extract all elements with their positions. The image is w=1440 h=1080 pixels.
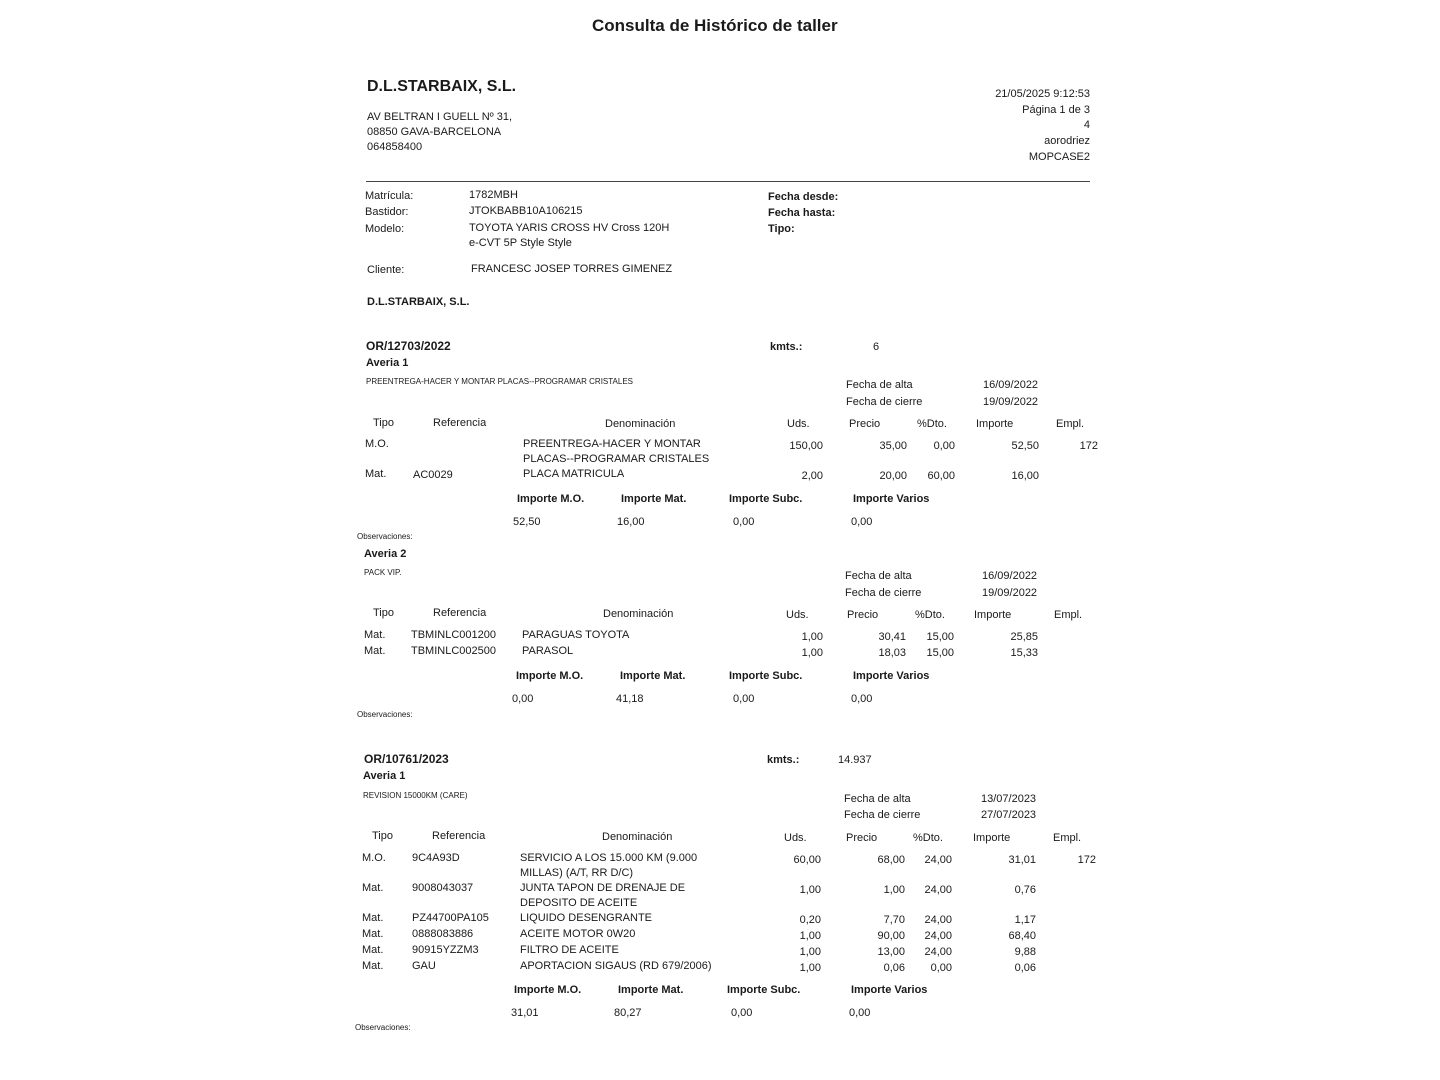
total-varios-value: 0,00 [851, 516, 873, 528]
line-precio: 35,00 [879, 440, 907, 452]
col-tipo: Tipo [372, 830, 393, 842]
observaciones-label: Observaciones: [357, 532, 413, 541]
line-precio: 7,70 [883, 914, 905, 926]
total-mo-value: 52,50 [513, 516, 541, 528]
total-subc-value: 0,00 [731, 1007, 753, 1019]
total-subc-label: Importe Subc. [729, 493, 803, 505]
fecha-cierre-label: Fecha de cierre [846, 396, 923, 408]
total-mat-value: 80,27 [614, 1007, 642, 1019]
line-uds: 1,00 [799, 962, 821, 974]
fecha-alta-label: Fecha de alta [846, 379, 913, 391]
line-empl: 172 [1077, 854, 1096, 866]
total-mo-label: Importe M.O. [514, 984, 582, 996]
kms-label: kmts.: [767, 754, 800, 766]
line-denominacion: LIQUIDO DESENGRANTE [520, 912, 653, 924]
total-subc-label: Importe Subc. [727, 984, 801, 996]
line-importe: 1,17 [1014, 914, 1036, 926]
fecha-alta-value: 16/09/2022 [983, 379, 1039, 391]
total-varios-value: 0,00 [851, 693, 873, 705]
total-mat-label: Importe Mat. [620, 670, 686, 682]
company-address-line2: 08850 GAVA-BARCELONA [367, 126, 502, 138]
line-precio: 1,00 [883, 884, 905, 896]
company-phone: 064858400 [367, 141, 423, 153]
line-denominacion: ACEITE MOTOR 0W20 [520, 928, 636, 940]
line-denominacion: JUNTA TAPON DE DRENAJE DE [520, 882, 686, 894]
kms-label: kmts.: [770, 341, 803, 353]
line-precio: 13,00 [877, 946, 905, 958]
total-mo-value: 31,01 [511, 1007, 539, 1019]
col-empl: Empl. [1054, 609, 1083, 621]
fecha-cierre-label: Fecha de cierre [844, 809, 921, 821]
line-denominacion-cont: MILLAS) (A/T, RR D/C) [520, 867, 634, 879]
col-uds: Uds. [786, 609, 809, 621]
line-tipo: Mat. [364, 629, 386, 641]
tipo-filter-label: Tipo: [768, 223, 795, 235]
total-varios-label: Importe Varios [853, 493, 930, 505]
averia-description: PREENTREGA-HACER Y MONTAR PLACAS--PROGRAMAR CRISTALES [366, 377, 634, 386]
line-importe: 15,33 [1010, 647, 1038, 659]
line-importe: 16,00 [1011, 470, 1039, 482]
col-precio: Precio [849, 418, 881, 430]
averia-title: Averia 2 [364, 548, 407, 560]
line-denominacion: PLACA MATRICULA [523, 468, 625, 480]
fecha-cierre-value: 27/07/2023 [981, 809, 1037, 821]
col-importe: Importe [973, 832, 1011, 844]
fecha-alta-label: Fecha de alta [844, 793, 911, 805]
header-user: aorodriez [1044, 135, 1090, 147]
line-importe: 31,01 [1008, 854, 1036, 866]
col-importe: Importe [976, 418, 1014, 430]
line-dto: 0,00 [930, 962, 952, 974]
cliente-label: Cliente: [367, 264, 405, 276]
line-uds: 2,00 [801, 470, 823, 482]
company-address-line1: AV BELTRAN I GUELL Nº 31, [367, 111, 513, 123]
line-dto: 24,00 [924, 914, 952, 926]
line-tipo: M.O. [362, 852, 386, 864]
line-referencia: PZ44700PA105 [412, 912, 489, 924]
fecha-cierre-value: 19/09/2022 [982, 587, 1038, 599]
total-mat-value: 41,18 [616, 693, 644, 705]
line-referencia: 9008043037 [412, 882, 474, 894]
or-number: OR/12703/2022 [366, 339, 451, 353]
line-uds: 150,00 [789, 440, 823, 452]
line-denominacion: PARASOL [522, 645, 574, 657]
kms-value: 6 [873, 341, 880, 353]
fecha-hasta-label: Fecha hasta: [768, 207, 836, 219]
fecha-alta-value: 16/09/2022 [982, 570, 1038, 582]
line-dto: 60,00 [927, 470, 955, 482]
print-datetime: 21/05/2025 9:12:53 [995, 88, 1090, 100]
matricula-value: 1782MBH [469, 189, 518, 201]
line-uds: 1,00 [799, 930, 821, 942]
total-varios-value: 0,00 [849, 1007, 871, 1019]
fecha-desde-label: Fecha desde: [768, 191, 839, 203]
line-referencia: GAU [412, 960, 436, 972]
line-importe: 0,06 [1014, 962, 1036, 974]
col-referencia: Referencia [432, 830, 486, 842]
col-dto: %Dto. [917, 418, 947, 430]
line-uds: 1,00 [801, 647, 823, 659]
col-denominacion: Denominación [605, 418, 676, 430]
col-empl: Empl. [1056, 418, 1085, 430]
bastidor-value: JTOKBABB10A106215 [469, 205, 583, 217]
line-tipo: Mat. [362, 928, 384, 940]
total-varios-label: Importe Varios [853, 670, 930, 682]
averia-description: PACK VIP. [364, 568, 402, 577]
line-dto: 24,00 [924, 946, 952, 958]
col-uds: Uds. [784, 832, 807, 844]
line-dto: 15,00 [926, 631, 954, 643]
col-denominacion: Denominación [602, 831, 673, 843]
line-uds: 1,00 [799, 884, 821, 896]
col-tipo: Tipo [373, 417, 394, 429]
line-dto: 24,00 [924, 884, 952, 896]
line-referencia: 9C4A93D [412, 852, 460, 864]
line-denominacion: APORTACION SIGAUS (RD 679/2006) [520, 960, 712, 972]
col-dto: %Dto. [913, 832, 943, 844]
header-terminal: MOPCASE2 [1028, 151, 1090, 163]
line-importe: 25,85 [1010, 631, 1038, 643]
line-denominacion-cont: PLACAS--PROGRAMAR CRISTALES [523, 453, 710, 465]
line-dto: 24,00 [924, 854, 952, 866]
line-denominacion: SERVICIO A LOS 15.000 KM (9.000 [520, 852, 698, 864]
line-uds: 60,00 [793, 854, 821, 866]
total-subc-label: Importe Subc. [729, 670, 803, 682]
col-referencia: Referencia [433, 607, 487, 619]
line-denominacion: PARAGUAS TOYOTA [522, 629, 630, 641]
line-referencia: AC0029 [413, 469, 453, 481]
line-uds: 1,00 [799, 946, 821, 958]
company-name: D.L.STARBAIX, S.L. [367, 78, 517, 95]
fecha-cierre-label: Fecha de cierre [845, 587, 922, 599]
total-mo-label: Importe M.O. [516, 670, 584, 682]
line-empl: 172 [1079, 440, 1098, 452]
line-referencia: TBMINLC002500 [411, 645, 496, 657]
modelo-value-line1: TOYOTA YARIS CROSS HV Cross 120H [469, 222, 670, 234]
modelo-value-line2: e-CVT 5P Style Style [469, 237, 572, 249]
fecha-alta-label: Fecha de alta [845, 570, 912, 582]
line-tipo: Mat. [364, 645, 386, 657]
total-mo-label: Importe M.O. [517, 493, 585, 505]
line-precio: 90,00 [877, 930, 905, 942]
fecha-cierre-value: 19/09/2022 [983, 396, 1039, 408]
header-code: 4 [1083, 119, 1090, 131]
line-precio: 68,00 [877, 854, 905, 866]
fecha-alta-value: 13/07/2023 [981, 793, 1037, 805]
averia-title: Averia 1 [366, 357, 409, 369]
observaciones-label: Observaciones: [355, 1023, 411, 1032]
line-referencia: 0888083886 [412, 928, 474, 940]
line-uds: 0,20 [799, 914, 821, 926]
averia-description: REVISION 15000KM (CARE) [363, 791, 468, 800]
line-dto: 24,00 [924, 930, 952, 942]
bastidor-label: Bastidor: [365, 206, 409, 218]
col-tipo: Tipo [373, 607, 394, 619]
total-mat-value: 16,00 [617, 516, 645, 528]
line-precio: 20,00 [879, 470, 907, 482]
line-precio: 30,41 [878, 631, 906, 643]
total-mat-label: Importe Mat. [621, 493, 687, 505]
page-title: Consulta de Histórico de taller [592, 16, 838, 35]
col-precio: Precio [847, 609, 879, 621]
line-referencia: 90915YZZM3 [412, 944, 479, 956]
line-importe: 9,88 [1014, 946, 1036, 958]
kms-value: 14.937 [838, 754, 872, 766]
modelo-label: Modelo: [365, 223, 405, 235]
averia-title: Averia 1 [363, 770, 406, 782]
line-tipo: Mat. [365, 468, 387, 480]
col-importe: Importe [974, 609, 1012, 621]
matricula-label: Matrícula: [365, 190, 414, 202]
line-importe: 0,76 [1014, 884, 1036, 896]
total-mo-value: 0,00 [512, 693, 534, 705]
line-importe: 52,50 [1011, 440, 1039, 452]
line-tipo: M.O. [365, 438, 389, 450]
line-dto: 0,00 [933, 440, 955, 452]
line-precio: 18,03 [878, 647, 906, 659]
col-denominacion: Denominación [603, 608, 674, 620]
total-subc-value: 0,00 [733, 693, 755, 705]
cliente-value: FRANCESC JOSEP TORRES GIMENEZ [471, 263, 673, 275]
line-uds: 1,00 [801, 631, 823, 643]
line-tipo: Mat. [362, 960, 384, 972]
or-number: OR/10761/2023 [364, 752, 449, 766]
col-dto: %Dto. [915, 609, 945, 621]
header-divider [366, 181, 1090, 182]
observaciones-label: Observaciones: [357, 710, 413, 719]
col-referencia: Referencia [433, 417, 487, 429]
line-denominacion: FILTRO DE ACEITE [520, 944, 619, 956]
line-referencia: TBMINLC001200 [411, 629, 496, 641]
col-precio: Precio [846, 832, 878, 844]
total-varios-label: Importe Varios [851, 984, 928, 996]
total-mat-label: Importe Mat. [618, 984, 684, 996]
line-importe: 68,40 [1008, 930, 1036, 942]
line-dto: 15,00 [926, 647, 954, 659]
line-denominacion-cont: DEPOSITO DE ACEITE [520, 897, 638, 909]
total-subc-value: 0,00 [733, 516, 755, 528]
page-number: Página 1 de 3 [1022, 104, 1090, 116]
line-tipo: Mat. [362, 882, 384, 894]
line-tipo: Mat. [362, 912, 384, 924]
dealer-name: D.L.STARBAIX, S.L. [367, 296, 470, 308]
line-tipo: Mat. [362, 944, 384, 956]
line-denominacion: PREENTREGA-HACER Y MONTAR [523, 438, 701, 450]
col-empl: Empl. [1053, 832, 1082, 844]
col-uds: Uds. [787, 418, 810, 430]
line-precio: 0,06 [883, 962, 905, 974]
